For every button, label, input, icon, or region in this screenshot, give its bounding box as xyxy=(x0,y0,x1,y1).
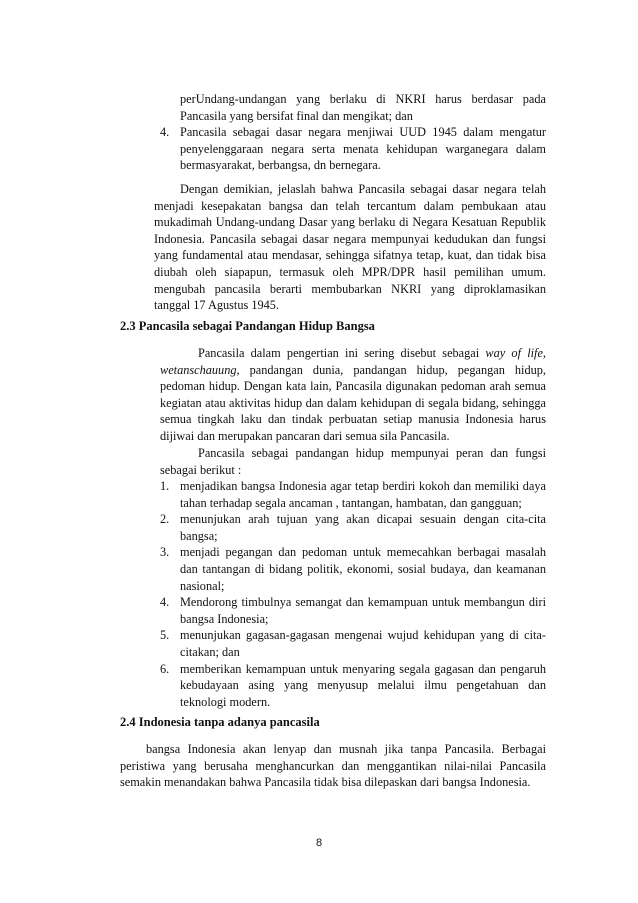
list-item-number: 5. xyxy=(160,628,170,643)
function-list xyxy=(160,478,546,710)
list-item xyxy=(160,627,546,660)
list-item-text: menjadi pegangan dan pedoman untuk memecahkan berbagai masalah dan tantangan di bidang politik, ekonomi, sosial budaya, dan keamanan nasional; xyxy=(180,545,546,593)
section-heading-2-3: 2.3 Pancasila sebagai Pandangan Hidup Bangsa xyxy=(120,319,375,333)
list-item-text: menunjukan arah tujuan yang akan dicapai sesuain dengan cita-cita bangsa; xyxy=(180,512,546,543)
section-heading-2-4: 2.4 Indonesia tanpa adanya pancasila xyxy=(120,715,320,729)
list-item xyxy=(160,661,546,711)
list-item-number: 4. xyxy=(160,125,170,139)
list-item xyxy=(160,478,546,511)
paragraph-italic-terms: way of life, wetanschauung, xyxy=(160,346,546,377)
page-number: 8 xyxy=(315,837,323,849)
list-item-number: 2. xyxy=(160,512,170,527)
paragraph-tanpa-pancasila: bangsa Indonesia akan lenyap dan musnah jika tanpa Pancasila. Berbagai peristiwa yang berusaha menghancurkan dan menggantikan nilai-nilai Pancasila semakin menandakan bahwa Pancasila tidak bisa dilepaskan dari bangsa Indonesia. xyxy=(120,742,546,790)
paragraph-peran-fungsi: Pancasila sebagai pandangan hidup mempunyai peran dan fungsi sebagai berikut : xyxy=(160,446,546,477)
list-item xyxy=(160,544,546,594)
list-item-text: memberikan kemampuan untuk menyaring segala gagasan dan pengaruh kebudayaan asing yang menyusup melalui ilmu pengetahuan dan teknologi modern. xyxy=(180,661,546,709)
list-item-text: menjadikan bangsa Indonesia agar tetap berdiri kokoh dan memiliki daya tahan terhadap segala ancaman , tantangan, hambatan, dan gangguan; xyxy=(180,479,546,510)
list-item-number: 4. xyxy=(160,595,170,610)
list-item xyxy=(160,594,546,627)
list-item-number: 6. xyxy=(160,661,170,676)
list-item-3-continuation: perUndang-undangan yang berlaku di NKRI harus berdasar pada Pancasila yang bersifat final dan mengikat; dan xyxy=(180,92,546,123)
list-item-text: Mendorong timbulnya semangat dan kemampuan untuk membangun diri bangsa Indonesia; xyxy=(180,595,546,626)
list-item xyxy=(160,511,546,544)
list-item-number: 3. xyxy=(160,545,170,560)
paragraph-dasar-negara: Dengan demikian, jelaslah bahwa Pancasila sebagai dasar negara telah menjadi kesepakatan bangsa dan telah tercantum dalam pembukaan atau mukadimah Undang-undang Dasar yang berlaku di Negara Kesatuan Republik Indonesia. Pancasila sebagai dasar negara mempunyai kedudukan dan fungsi yang fundamental atau mendasar, sehingga sifatnya tetap, kuat, dan tidak bisa diubah oleh siapapun, termasuk oleh MPR/DPR hasil pemilihan umum. mengubah pancasila berarti membubarkan NKRI yang diproklamasikan tanggal 17 Agustus 1945. xyxy=(154,182,546,313)
paragraph-text-rest: pandangan dunia, pandangan hidup, pegangan hidup, pedoman hidup. Dengan kata lain, Pancasila digunakan pedoman arah semua kegiatan atau aktivitas hidup dan dalam kehidupan di segala bidang, sehingga semua tingkah laku dan tindak perbuatan setiap manusia Indonesia harus dijiwai dan merupakan pancaran dari semua sila Pancasila. xyxy=(160,362,546,443)
paragraph-text-start: Pancasila dalam pengertian ini sering disebut sebagai xyxy=(198,346,486,360)
list-item-number: 1. xyxy=(160,479,170,493)
list-item-4 xyxy=(160,124,546,174)
list-item-text: Pancasila sebagai dasar negara menjiwai UUD 1945 dalam mengatur penyelenggaraan negara serta menata kehidupan warganegara dalam bermasyarakat, berbangsa, dn bernegara. xyxy=(180,125,546,173)
list-item-text: menunjukan gagasan-gagasan mengenai wujud kehidupan yang di cita-citakan; dan xyxy=(180,628,546,659)
paragraph-pandangan-hidup xyxy=(160,345,546,445)
